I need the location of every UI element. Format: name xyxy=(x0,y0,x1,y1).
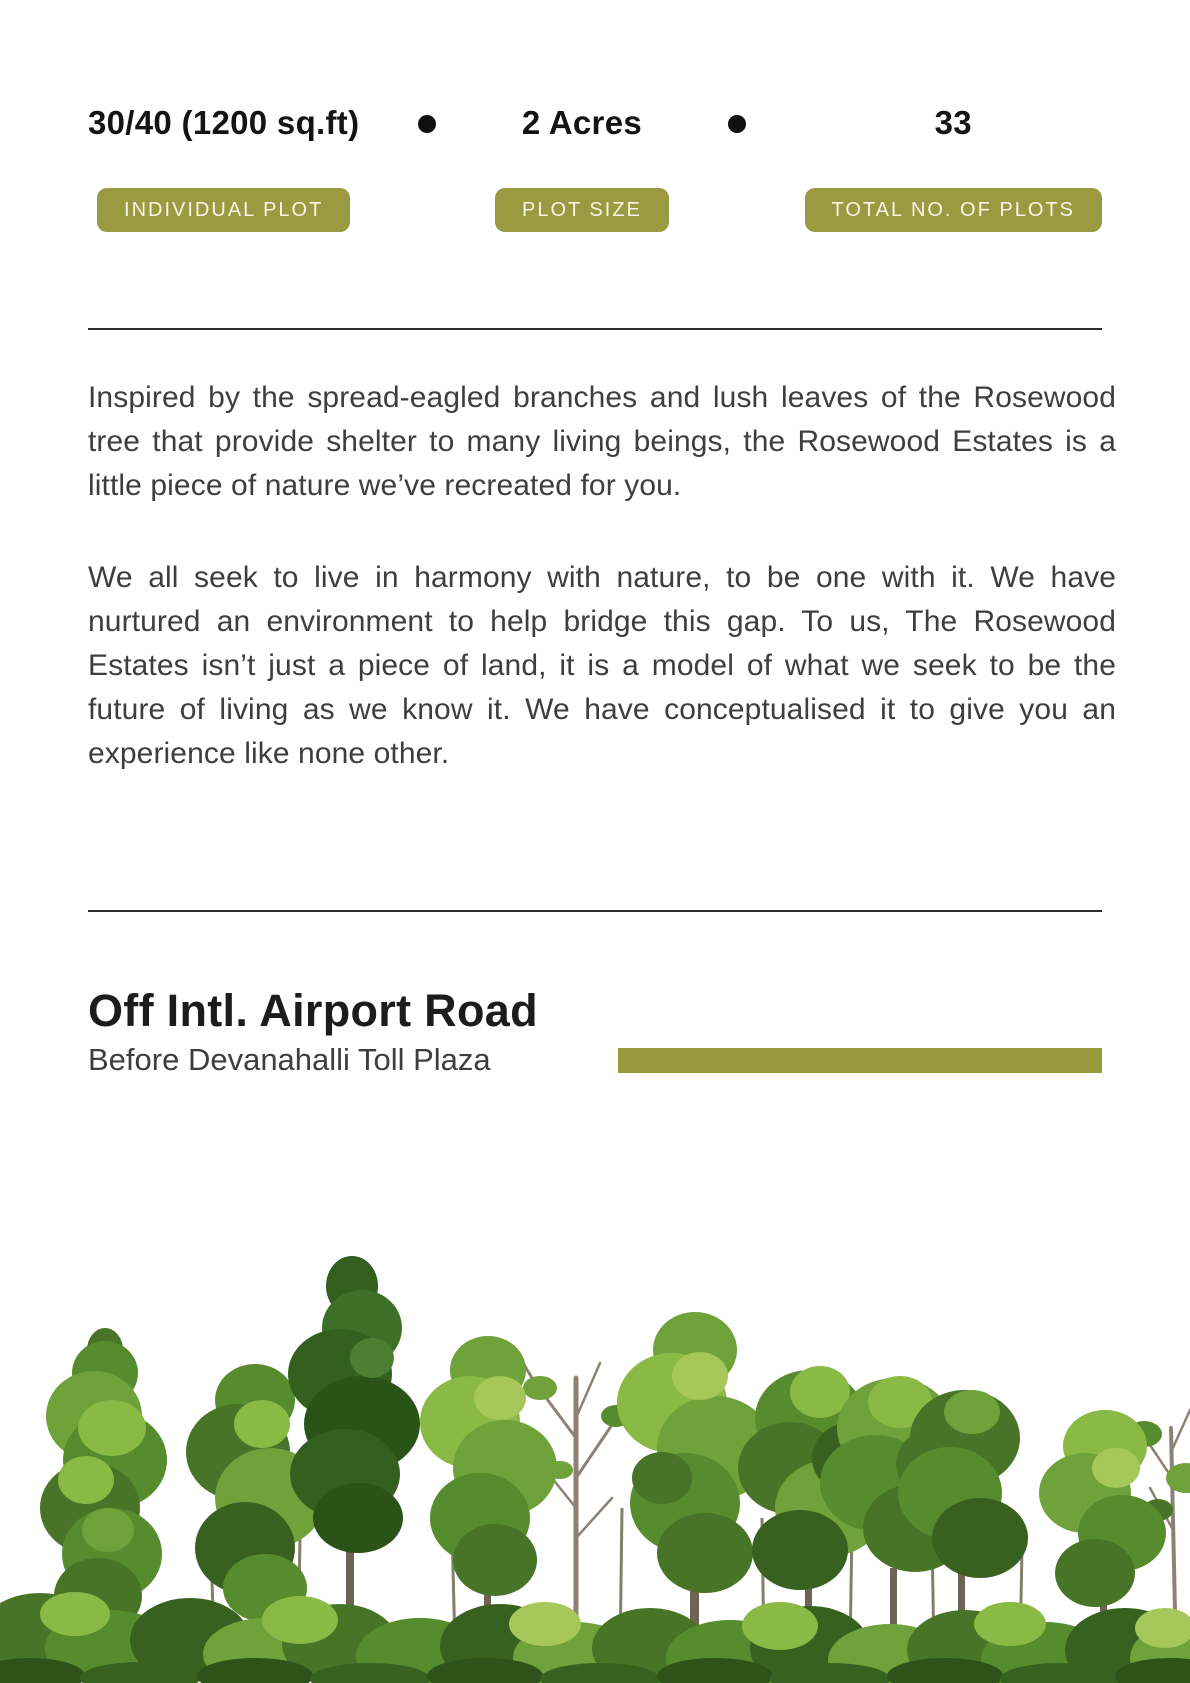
stat-badge: TOTAL NO. OF PLOTS xyxy=(805,188,1102,232)
divider-top xyxy=(88,328,1102,330)
stat-value: 33 xyxy=(934,104,972,141)
about-paragraph-2: We all seek to live in harmony with nature, to be one with it. We have nurtured an environment to help bridge this gap. To us, The Rosewood Estates isn’t just a piece of land, it is a model of what we seek to be the future of living as we know it. We have conceptualised it to give you an experience like none other. xyxy=(88,561,1116,770)
tree-line-illustration xyxy=(0,1178,1190,1683)
separator-dot xyxy=(418,115,436,133)
location-subtitle: Before Devanahalli Toll Plaza xyxy=(88,1042,491,1077)
divider-bottom xyxy=(88,910,1102,912)
stat-badge: PLOT SIZE xyxy=(495,188,669,232)
location-heading-group xyxy=(88,984,538,1080)
stat-plot-size xyxy=(495,102,669,232)
stat-badge: INDIVIDUAL PLOT xyxy=(97,188,350,232)
stat-value: 2 Acres xyxy=(521,104,643,141)
stat-total-plots xyxy=(805,102,1102,232)
separator-dot xyxy=(728,115,746,133)
tree-line-photo xyxy=(0,1178,1190,1683)
stats-row xyxy=(88,102,1102,232)
accent-bar xyxy=(618,1048,1102,1073)
about-paragraph-1: Inspired by the spread-eagled branches and lush leaves of the Rosewood tree that provide shelter to many living beings, the Rosewood Estates is a little piece of nature we’ve recreated for you. xyxy=(88,381,1116,502)
location-section xyxy=(88,984,1102,1080)
stat-individual-plot xyxy=(88,102,359,232)
stat-value: 30/40 (1200 sq.ft) xyxy=(88,104,360,141)
conifer-tree xyxy=(288,1256,420,1638)
location-title: Off Intl. Airport Road xyxy=(88,985,538,1036)
